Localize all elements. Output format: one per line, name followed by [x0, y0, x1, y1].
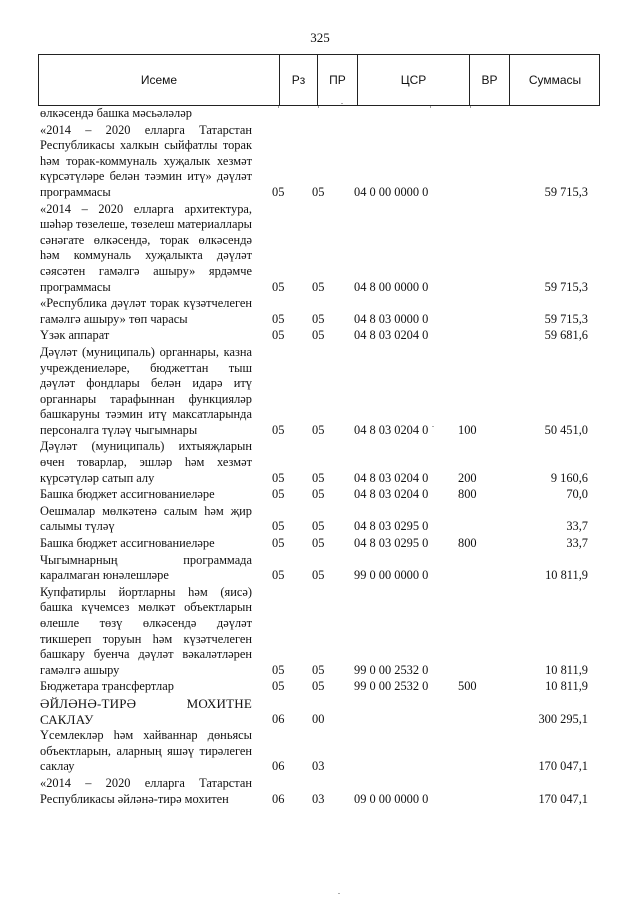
scan-speck — [432, 426, 434, 427]
table-row — [40, 696, 600, 727]
header-csr: ЦСР — [357, 55, 469, 105]
row-csr: 99 0 00 2532 0 — [354, 662, 429, 677]
row-sum: 10 811,9 — [545, 679, 588, 694]
row-sum: 170 047,1 — [538, 759, 588, 774]
row-name: Үсемлекләр һәм хайваннар дөньясы объектларын, аларның яшәү тирәлеген саклау — [40, 728, 252, 774]
row-pr: 00 — [312, 711, 325, 726]
table-row — [40, 585, 600, 679]
row-sum: 10 811,9 — [545, 662, 588, 677]
header-pr: ПР — [317, 55, 357, 105]
row-sum: 59 715,3 — [544, 279, 588, 294]
row-rz: 05 — [272, 279, 285, 294]
table-row — [40, 296, 600, 327]
row-pr: 05 — [312, 662, 325, 677]
row-pr: 05 — [312, 279, 325, 294]
row-rz: 05 — [272, 328, 285, 343]
row-pr: 05 — [312, 519, 325, 534]
row-pr: 05 — [312, 470, 325, 485]
row-rz: 05 — [272, 487, 285, 502]
row-vr: 200 — [458, 470, 477, 485]
row-sum: 10 811,9 — [545, 568, 588, 583]
table-row — [40, 202, 600, 296]
table-body — [40, 106, 600, 808]
row-sum: 59 681,6 — [544, 328, 588, 343]
table-row — [40, 776, 600, 807]
row-name: «2014 – 2020 елларга Татарстан Республикасы халкын сыйфатлы торак һәм торак-коммуналь хуҗалык хезмәт күрсәтүләре белән тәэмин итү» дәүләт программасы — [40, 122, 252, 199]
header-name: Исеме — [140, 73, 178, 87]
table-row — [40, 487, 600, 503]
table-row — [40, 123, 600, 201]
header-sum: Суммасы — [509, 55, 600, 105]
header-vr: ВР — [469, 55, 509, 105]
row-sum: 59 715,3 — [544, 184, 588, 199]
row-rz: 05 — [272, 568, 285, 583]
scan-speck — [338, 893, 340, 894]
row-rz: 05 — [272, 422, 285, 437]
row-rz: 05 — [272, 311, 285, 326]
row-pr: 03 — [312, 791, 325, 806]
row-pr: 05 — [312, 568, 325, 583]
row-name: Дәүләт (муниципаль) ихтыяҗларын өчен товарлар, эшләр һәм хезмәт күрсәтүләр сатып алу — [40, 439, 252, 485]
row-csr: 04 8 00 0000 0 — [354, 279, 429, 294]
row-pr: 05 — [312, 487, 325, 502]
row-csr: 04 8 03 0295 0 — [354, 536, 429, 551]
table-header — [38, 54, 600, 106]
row-vr: 500 — [458, 679, 477, 694]
row-csr: 04 8 03 0295 0 — [354, 519, 429, 534]
table-row — [40, 328, 600, 344]
row-csr: 04 0 00 0000 0 — [354, 184, 429, 199]
row-csr: 04 8 03 0204 0 — [354, 422, 429, 437]
row-rz: 05 — [272, 519, 285, 534]
row-pr: 05 — [312, 679, 325, 694]
header-rz: Рз — [279, 55, 317, 105]
row-rz: 06 — [272, 711, 285, 726]
row-name: ӘЙЛӘНӘ-ТИРӘ МОХИТНЕ САКЛАУ — [40, 695, 252, 727]
row-pr: 05 — [312, 184, 325, 199]
row-name: Бюджетара трансфертлар — [40, 679, 174, 694]
row-name: «2014 – 2020 елларга Татарстан Республикасы әйләнә-тирә мохитен — [40, 775, 252, 806]
row-sum: 70,0 — [566, 487, 588, 502]
table-row — [40, 439, 600, 486]
row-pr: 05 — [312, 328, 325, 343]
row-name: Дәүләт (муниципаль) органнары, казна учреждениеләре, бюджеттан тыш дәүләт фондлары белән идарә итү органнары тарафыннан функцияләр башкаруны тәэмин итү максатларында персоналга түләү чыгымнары — [40, 344, 252, 437]
scan-speck — [341, 103, 343, 104]
row-pr: 05 — [312, 422, 325, 437]
row-sum: 33,7 — [566, 536, 588, 551]
row-name: Башка бюджет ассигнованиеләре — [40, 487, 215, 502]
row-name: Үзәк аппарат — [40, 328, 110, 343]
row-sum: 170 047,1 — [538, 791, 588, 806]
row-name: Чыгымнарның программада каралмаган юнәлешләре — [40, 552, 252, 583]
row-name: Купфатирлы йортларны һәм (яисә) башка күчемсез мөлкәт объектларын өлешле төзү өлкәсендә дәүләт тикшереп торуын һәм күзәтчелеген башкару буенча дәүләт вәкаләтләрен гамәлгә ашыру — [40, 584, 252, 677]
row-pr: 03 — [312, 759, 325, 774]
table-row — [40, 679, 600, 695]
row-rz: 06 — [272, 759, 285, 774]
row-sum: 9 160,6 — [550, 470, 588, 485]
row-rz: 06 — [272, 791, 285, 806]
row-csr: 99 0 00 2532 0 — [354, 679, 429, 694]
row-name: өлкәсендә башка мәсьәләләр — [40, 106, 192, 120]
row-name: «2014 – 2020 елларга архитектура, шәһәр төзелеше, төзелеш материаллары сәнәгате өлкәсендә, торак өлкәсендә һәм коммуналь хуҗалыкта дәүләт сәясәтен гамәлгә ашыру» ярдәмче программасы — [40, 201, 252, 294]
row-rz: 05 — [272, 184, 285, 199]
table-row — [40, 504, 600, 535]
table-row — [40, 345, 600, 439]
row-pr: 05 — [312, 536, 325, 551]
row-csr: 99 0 00 0000 0 — [354, 568, 429, 583]
row-sum: 50 451,0 — [544, 422, 588, 437]
row-csr: 04 8 03 0204 0 — [354, 470, 429, 485]
row-rz: 05 — [272, 679, 285, 694]
table-row — [40, 536, 600, 552]
row-sum: 33,7 — [566, 519, 588, 534]
row-csr: 04 8 03 0000 0 — [354, 311, 429, 326]
row-name: Оешмалар мөлкәтенә салым һәм җир салымы түләү — [40, 503, 252, 534]
row-rz: 05 — [272, 470, 285, 485]
row-pr: 05 — [312, 311, 325, 326]
row-csr: 04 8 03 0204 0 — [354, 487, 429, 502]
row-sum: 59 715,3 — [544, 311, 588, 326]
row-vr: 800 — [458, 487, 477, 502]
table-row — [40, 728, 600, 775]
row-vr: 100 — [458, 422, 477, 437]
row-csr: 09 0 00 0000 0 — [354, 791, 429, 806]
row-csr: 04 8 03 0204 0 — [354, 328, 429, 343]
page-number: 325 — [310, 30, 330, 45]
row-name: «Республика дәүләт торак күзәтчелеген гамәлгә ашыру» төп чарасы — [40, 296, 252, 326]
row-vr: 800 — [458, 536, 477, 551]
table-row — [40, 106, 600, 122]
row-sum: 300 295,1 — [538, 711, 588, 726]
row-rz: 05 — [272, 662, 285, 677]
row-name: Башка бюджет ассигнованиеләре — [40, 536, 215, 551]
row-rz: 05 — [272, 536, 285, 551]
table-row — [40, 553, 600, 584]
